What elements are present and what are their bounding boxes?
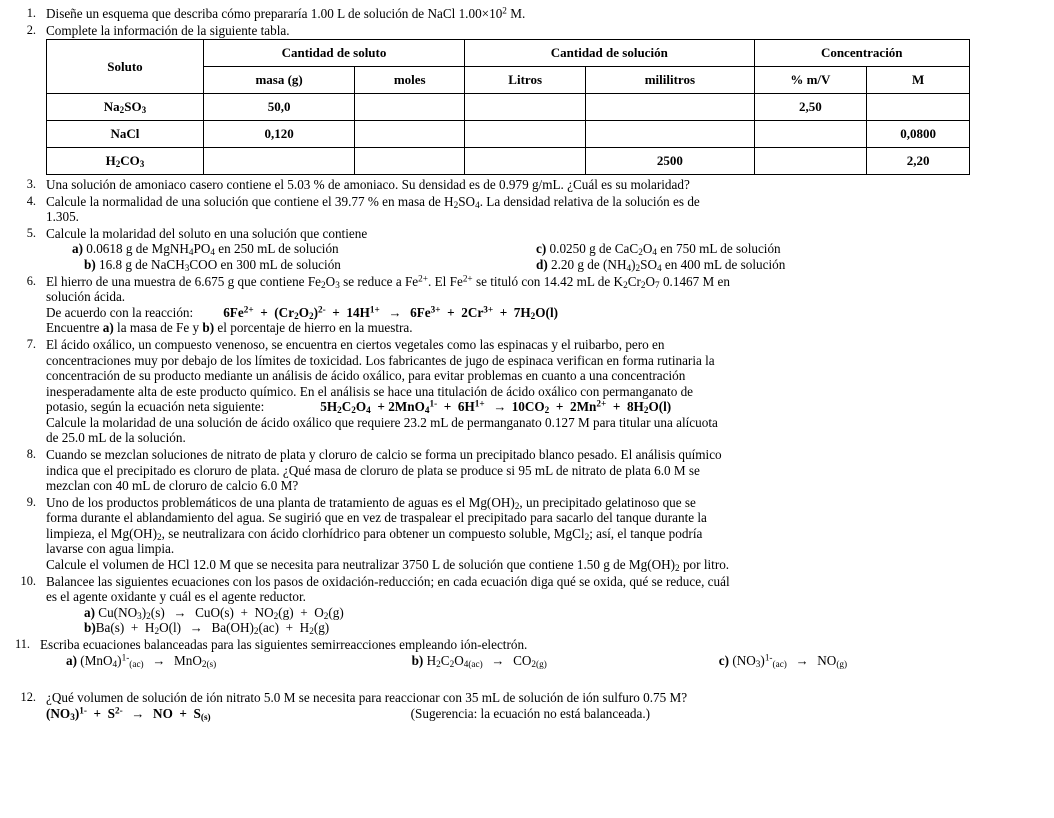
item6-s1: 2 [321, 279, 326, 290]
item9-line2: forma durante el ablandamiento del agua. Se sugirió que en vez de traspalear el precipitado para sacarlo del tanque durante la [46, 510, 707, 526]
option-a-p1: 0.0618 g de MgNH [86, 241, 189, 257]
item11-option-c [719, 653, 1026, 669]
item5-intro: Calcule la molaridad del soluto en una solución que contiene [46, 225, 368, 241]
item9-l3s2: 2 [584, 531, 590, 542]
item9-l1p2: , un precipitado gelatinoso que se [519, 494, 696, 510]
item-number: 2. [26, 22, 36, 37]
option-c-s2: 4 [652, 247, 657, 258]
item6-p3: se reduce a Fe [339, 273, 419, 289]
item6-sub-a: a) [102, 320, 114, 336]
cell-porcentaje[interactable]: 2,50 [754, 94, 867, 121]
header-moles: moles [355, 67, 465, 94]
item6-l4p1: Encuentre [46, 320, 103, 336]
item12-line1: ¿Qué volumen de solución de ión nitrato 5.0 M se necesita para reaccionar con 35 mL de solución de ión sulfuro 0.75 M? [46, 690, 688, 706]
header-soluto: Soluto [47, 40, 204, 94]
item10-equation-a: $Cu(NO_3)_2(s) \to CuO(s) + NO_2(g) + O_2(g)$ [98, 604, 344, 621]
formula-p1: NaCl [110, 126, 140, 142]
item1-text-after: M. [506, 6, 526, 21]
item10-line2: es el agente oxidante y cuál es el agente reductor. [46, 589, 306, 605]
option-a-label: a) [72, 241, 83, 257]
list-item-12 [0, 690, 1036, 721]
item-number: 11. [14, 636, 30, 651]
item6-sub-b: b) [202, 320, 215, 336]
item6-p8: 0.1467 M en [659, 273, 730, 289]
list-item-2 [0, 23, 1036, 39]
item1-exponent: 2 [502, 5, 507, 16]
header-porcentaje: % m/V [754, 67, 867, 94]
item4-line2: 1.305. [46, 209, 79, 225]
option-d-p2: ) [631, 257, 636, 273]
cell-moles[interactable] [355, 148, 465, 175]
table-row [47, 121, 970, 148]
item-number: 4. [26, 193, 36, 208]
option-d-s1: 4 [626, 263, 632, 274]
item9-l3p2: , se neutralizara con ácido clorhídrico para obtener un compuesto soluble, MgCl [161, 525, 585, 541]
cell-masa[interactable]: 0,120 [203, 121, 354, 148]
item9-l1s1: 2 [514, 500, 520, 511]
cell-moles[interactable] [355, 94, 465, 121]
item-number: 10. [20, 573, 36, 588]
item6-l4p3: el porcentaje de hierro en la muestra. [214, 320, 413, 336]
item11-options [40, 653, 1026, 669]
option-d-p1: 2.20 g de (NH [551, 257, 627, 273]
item7-line4: inesperadamente alta de este producto químico. En el análisis se hace una titulación de ácido oxálico con permanganato de [46, 383, 694, 399]
cell-mililitros[interactable]: 2500 [586, 148, 754, 175]
table-row [47, 94, 970, 121]
item6-l4p2: la masa de Fe y [113, 320, 203, 336]
option-a-s2: 4 [210, 247, 215, 258]
item11-equation-a: $(MnO_4)^{1-}_{(ac)} \to MnO_{2(s)}$ [80, 652, 217, 669]
solutos-table [46, 39, 970, 175]
item-number: 6. [26, 273, 36, 288]
item7-equation-prefix: potasio, según la ecuación neta siguiente: [46, 399, 265, 415]
item4-p1: Calcule la normalidad de una solución que contiene el 39.77 % en masa de H [46, 193, 454, 209]
item4-s2: 4 [475, 199, 480, 210]
item5-col-left [46, 241, 536, 272]
cell-soluto [47, 94, 204, 121]
item9-l1p1: Uno de los productos problemáticos de una planta de tratamiento de aguas es el Mg(OH) [46, 494, 515, 510]
item9-l3p3: ; así, el tanque podría [589, 525, 703, 541]
header-cantidad-solucion: Cantidad de solución [465, 40, 754, 67]
item4-p3: . La densidad relativa de la solución es de [479, 193, 700, 209]
item11-option-b [412, 653, 719, 669]
cell-soluto [47, 121, 204, 148]
item5-option-a [46, 241, 536, 257]
item-text: Una solución de amoniaco casero contiene el 5.03 % de amoniaco. Su densidad es de 0.979 g/mL. ¿Cuál es su molaridad? [46, 177, 690, 193]
list-item-4 [0, 194, 1036, 225]
option-b-label: b) [84, 620, 96, 636]
formula-p2: CO [120, 153, 140, 169]
item6-sup1: 2+ [418, 273, 428, 284]
cell-molaridad[interactable]: 0,0800 [867, 121, 970, 148]
cell-litros[interactable] [465, 121, 586, 148]
list-item-10 [0, 574, 1036, 636]
item6-equation: $6Fe^{2+} + (Cr_2O_2)^{2-} + 14H^{1+} \to 6Fe^{3+} + 2Cr^{3+} + 7H_2O(l)$ [223, 304, 559, 321]
item5-option-d [536, 257, 1026, 273]
item10-equation-b: $Ba(s) + H_2O(l) \to Ba(OH)_2(ac) + H_2(g)$ [95, 620, 330, 637]
item1-text-before: Diseñe un esquema que describa cómo prepararía 1.00 L de solución de NaCl 1.00×10 [46, 6, 503, 21]
item10-option-b [46, 620, 1026, 636]
item-text [46, 447, 1036, 494]
item-text [46, 574, 1036, 636]
item-text [46, 495, 1036, 573]
item7-equation: $5H_2C_2O_4 + 2MnO_4^{1-} + 6H^{1+} \to 10CO_2 + 2Mn^{2+} + 8H_2O(l)$ [320, 398, 672, 416]
option-d-p3: SO [640, 257, 657, 273]
item-number: 3. [26, 177, 36, 192]
item-number: 8. [26, 446, 36, 461]
item-number: 1. [26, 6, 36, 20]
cell-mililitros[interactable] [586, 121, 754, 148]
option-c-label: c) [536, 241, 547, 257]
item6-p6: Cr [627, 273, 641, 289]
formula-s2: 3 [139, 159, 145, 170]
item5-option-b [46, 257, 536, 273]
cell-masa[interactable] [203, 148, 354, 175]
option-b-p1: 16.8 g de NaCH [99, 257, 185, 273]
item4-p2: SO [458, 193, 476, 209]
option-c-s1: 2 [638, 247, 643, 258]
formula-p1: H [105, 153, 116, 169]
item-number: 12. [20, 690, 36, 705]
item-text [46, 690, 1036, 721]
table-row [47, 148, 970, 175]
option-d-s2: 2 [635, 263, 641, 274]
item6-p5: se tituló con 14.42 mL de K [472, 273, 624, 289]
option-b-label: b) [84, 257, 96, 273]
item6-p2: O [325, 273, 336, 289]
item-number: 5. [26, 225, 36, 240]
item9-l5p2: por litro. [679, 557, 730, 573]
item8-line3: mezclan con 40 mL de cloruro de calcio 6.0 M? [46, 478, 299, 494]
item8-line1: Cuando se mezclan soluciones de nitrato de plata y cloruro de calcio se forma un precipitado blanco pesado. El análisis químico [46, 446, 722, 462]
item11-equation-b: $H_2C_2O_{4(ac)} \to CO_{2(g)}$ [426, 652, 547, 669]
option-b-p2: COO en 300 mL de solución [189, 257, 341, 273]
cell-mililitros[interactable] [586, 94, 754, 121]
item5-col-right [536, 241, 1026, 272]
item9-l3s1: 2 [156, 531, 162, 542]
header-concentracion: Concentración [754, 40, 970, 67]
formula-s2: 3 [141, 105, 147, 116]
cell-moles[interactable] [355, 121, 465, 148]
solutos-table-wrap [0, 39, 1036, 175]
item9-l5p1: Calcule el volumen de HCl 12.0 M que se necesita para neutralizar 3750 L de solución que contiene 1.50 g de Mg(OH) [46, 557, 676, 573]
item-number: 9. [26, 494, 36, 509]
header-molaridad: M [867, 67, 970, 94]
item10-line1: Balancee las siguientes ecuaciones con los pasos de oxidación-reducción; en cada ecuación diga qué se oxida, qué se reduce, cuál [46, 573, 730, 589]
formula-p1: Na [103, 99, 120, 115]
cell-soluto [47, 148, 204, 175]
option-c-p2: O [642, 241, 653, 257]
list-item-9 [0, 495, 1036, 573]
item6-line4 [46, 320, 1026, 336]
item6-line2: solución ácida. [46, 289, 126, 305]
item12-equation-line [46, 706, 1026, 722]
option-c-p3: en 750 mL de solución [656, 241, 781, 257]
formula-s1: 2 [115, 159, 121, 170]
cell-litros[interactable] [465, 148, 586, 175]
item9-l3p1: limpieza, el Mg(OH) [46, 525, 157, 541]
item5-option-c [536, 241, 1026, 257]
option-d-p4: en 400 mL de solución [661, 257, 786, 273]
list-item-3 [0, 177, 1036, 193]
item7-line6: Calcule la molaridad de una solución de ácido oxálico que requiere 23.2 mL de permanganato 0.127 M para titular una alícuota [46, 414, 718, 430]
item10-option-a [46, 605, 1026, 621]
item7-line5 [46, 399, 1026, 415]
option-a-label: a) [66, 652, 77, 668]
option-a-label: a) [84, 604, 95, 620]
cell-molaridad[interactable] [867, 94, 970, 121]
option-a-p2: PO [193, 241, 211, 257]
item-text [46, 274, 1036, 336]
header-cantidad-soluto: Cantidad de soluto [203, 40, 464, 67]
cell-porcentaje[interactable] [754, 121, 867, 148]
option-b-s1: 3 [184, 263, 190, 274]
item9-line1 [46, 495, 1026, 511]
header-masa: masa (g) [203, 67, 354, 94]
header-mililitros: mililitros [586, 67, 754, 94]
option-c-label: c) [718, 652, 730, 668]
item12-note: (Sugerencia: la ecuación no está balanceada.) [410, 705, 651, 721]
item-text [46, 337, 1036, 446]
item4-line1 [46, 194, 1026, 210]
item-text [40, 637, 1036, 668]
item-text [46, 194, 1036, 225]
option-a-p3: en 250 mL de solución [214, 241, 339, 257]
item6-line1 [46, 274, 1026, 290]
item11-option-a [66, 653, 412, 669]
option-b-label: b) [411, 652, 424, 668]
item7-line3: concentración de su producto mediante un análisis de ácido oxálico, para evitar problemas en cuanto a una concentración [46, 368, 686, 384]
formula-s1: 2 [119, 105, 125, 116]
option-c-p1: 0.0250 g de CaC [549, 241, 639, 257]
item9-line3 [46, 526, 1026, 542]
item4-s1: 2 [453, 199, 459, 210]
item5-options [46, 241, 1026, 272]
table-header-row-groups [47, 40, 970, 67]
item6-p1: El hierro de una muestra de 6.675 g que contiene Fe [46, 273, 322, 289]
item6-s4: 2 [640, 279, 646, 290]
item9-l5s1: 2 [675, 563, 680, 574]
item9-line4: lavarse con agua limpia. [46, 541, 175, 557]
item12-equation: $(NO_3)^{1-} + S^{2-}$ → NO + $S_{(s)}$ [46, 705, 211, 722]
list-item-7 [0, 337, 1036, 446]
option-d-label: d) [536, 257, 548, 273]
list-item-6 [0, 274, 1036, 336]
item-text: Complete la información de la siguiente tabla. [46, 22, 290, 38]
cell-masa[interactable]: 50,0 [203, 94, 354, 121]
item6-p7: O [645, 273, 656, 289]
item6-s5: 7 [655, 279, 660, 290]
option-a-s1: 4 [188, 247, 194, 258]
list-item-1 [0, 6, 1036, 22]
item11-line1: Escriba ecuaciones balanceadas para las siguientes semirreacciones empleando ión-electrón. [40, 636, 528, 652]
item11-equation-c: $(NO_3)^{1-}_{(ac)} \to NO_{(g)}$ [732, 652, 848, 669]
item6-s2: 3 [335, 279, 340, 290]
item-number: 7. [26, 336, 36, 351]
item6-s3: 2 [623, 279, 628, 290]
cell-porcentaje[interactable] [754, 148, 867, 175]
item7-line7: de 25.0 mL de la solución. [46, 430, 186, 446]
cell-molaridad[interactable]: 2,20 [867, 148, 970, 175]
item8-line2: indica que el precipitado es cloruro de plata. ¿Qué masa de cloruro de plata se produce si 95 mL de nitrato de plata 6.0 M se [46, 462, 700, 478]
list-item-5 [0, 226, 1036, 273]
formula-p2: SO [124, 99, 142, 115]
item6-line3 [46, 305, 1026, 321]
item9-line5 [46, 557, 1026, 573]
item-text [46, 6, 1036, 22]
item7-line1: El ácido oxálico, un compuesto venenoso, se encuentra en ciertos vegetales como las espinacas y el ruibarbo, pero en [46, 336, 665, 352]
item6-p4: . El Fe [428, 273, 463, 289]
header-litros: Litros [465, 67, 586, 94]
item6-sup2: 2+ [462, 273, 473, 284]
list-item-11 [0, 637, 1036, 668]
cell-litros[interactable] [465, 94, 586, 121]
item7-line2: concentraciones muy por debajo de los límites de toxicidad. Los fabricantes de jugo de espinaca verifican en forma rutinaria la [46, 352, 715, 368]
option-d-s3: 4 [657, 263, 662, 274]
item6-reaction-prefix: De acuerdo con la reacción: [46, 304, 194, 320]
item-text [46, 226, 1036, 273]
list-item-8 [0, 447, 1036, 494]
